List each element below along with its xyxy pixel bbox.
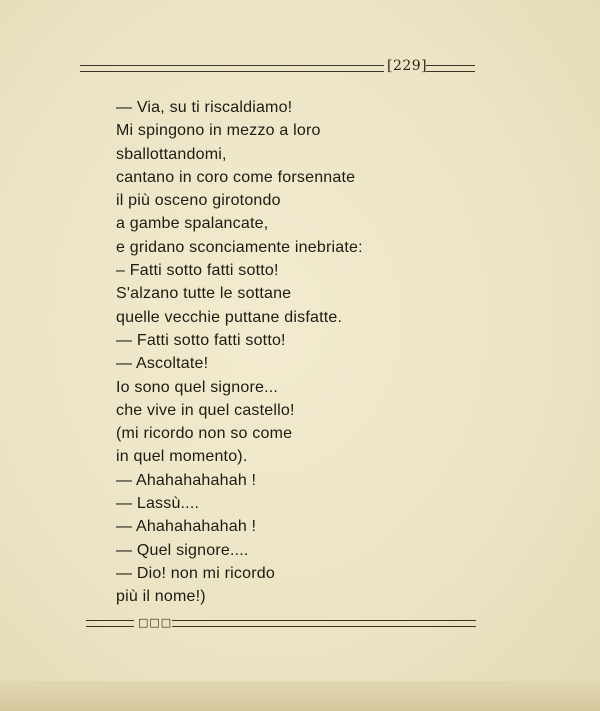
poem-line: — Ahahahahahah ! [116,471,257,489]
poem-line: — Fatti sotto fatti sotto! [116,331,286,349]
poem-line: più il nome!) [116,588,206,606]
poem-line: — Ascoltate! [116,355,209,373]
poem-line: Mi spingono in mezzo a loro [116,122,321,140]
poem-line: – Fatti sotto fatti sotto! [116,262,279,280]
footer-rule-left [86,620,134,627]
poem-line: Io sono quel signore... [116,378,279,396]
poem-line: — Dio! non mi ricordo [116,564,275,582]
poem-line: — Ahahahahahah ! [116,518,257,536]
page-header [80,58,475,78]
page-footer [86,616,476,632]
poem-line: — Quel signore.... [116,541,249,559]
page-number: [229] [387,58,428,74]
poem-line: — Lassù.... [116,495,200,513]
poem-line: in quel momento). [116,448,248,466]
page-edge [0,681,600,711]
poem-line: che vive in quel castello! [116,401,295,419]
poem-line: a gambe spalancate, [116,215,269,233]
poem-line: cantano in coro come forsennate [116,168,356,186]
poem-line: sballottandomi, [116,145,227,163]
poem-text [116,96,416,609]
poem-line: il più osceno girotondo [116,192,281,210]
poem-line: e gridano sconciamente inebriate: [116,238,363,256]
poem-line: (mi ricordo non so come [116,425,293,443]
footer-rule-right [172,620,476,627]
poem-line: S'alzano tutte le sottane [116,285,292,303]
poem-line: — Via, su ti riscaldiamo! [116,99,293,116]
header-rule-left [80,65,384,72]
footer-ornament: □□□ [138,616,173,629]
header-rule-right [426,65,475,72]
poem-line: quelle vecchie puttane disfatte. [116,308,343,326]
